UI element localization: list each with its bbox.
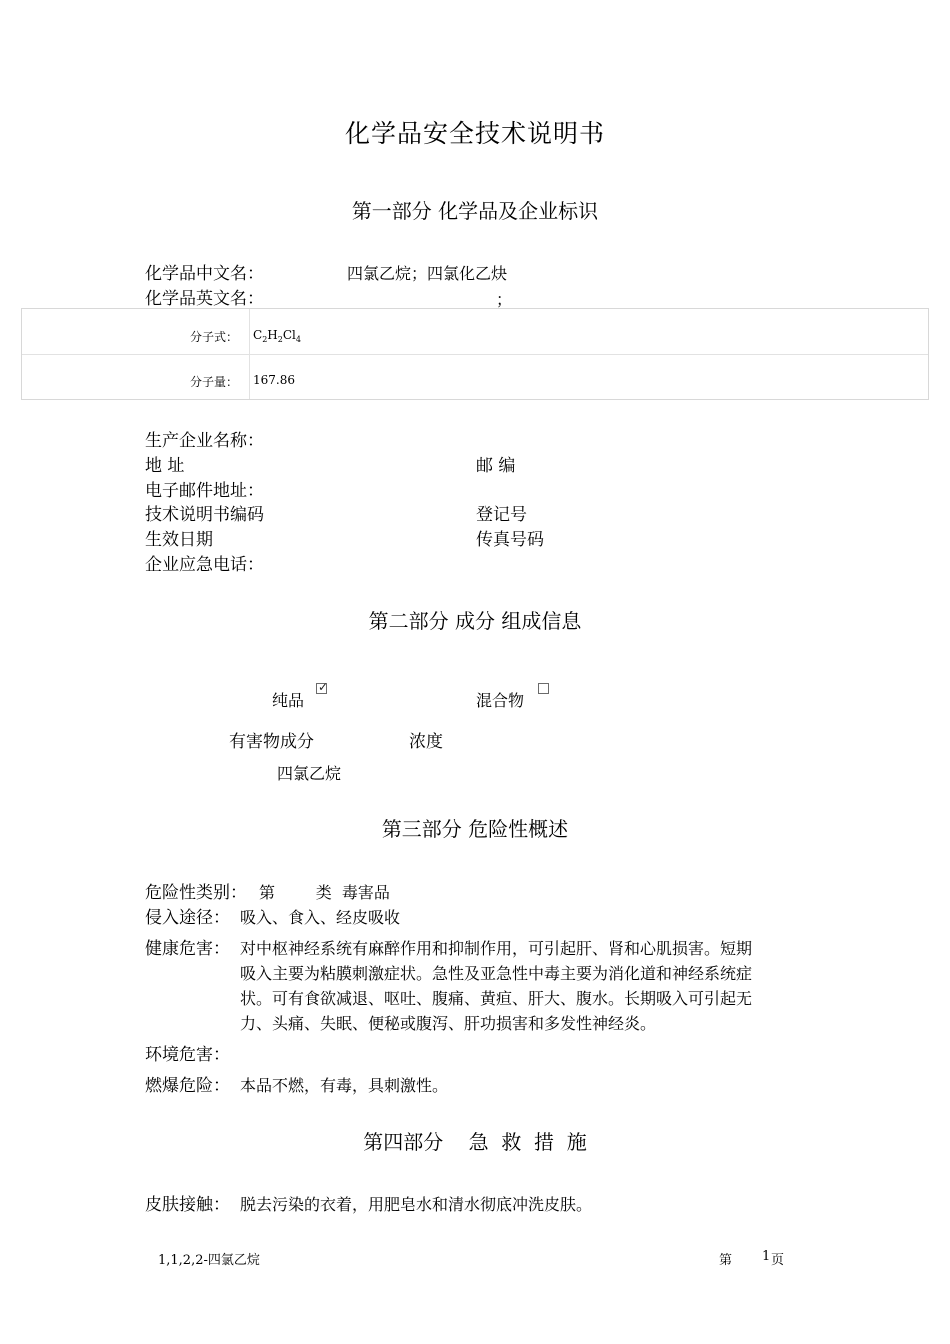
health-line-1: 对中枢神经系统有麻醉作用和抑制作用，可引起肝、肾和心肌损害。短期 <box>240 939 753 958</box>
footer-page-suffix: 页 <box>771 1253 785 1268</box>
footer-doc-name: 1,1,2,2-四氯乙烷 <box>158 1253 260 1268</box>
health-line-2: 吸入主要为粘膜刺激症状。急性及亚急性中毒主要为消化道和神经系统症 <box>240 964 753 983</box>
route-value: 吸入、食入、经皮吸收 <box>240 908 401 927</box>
pure-checkbox[interactable] <box>316 680 329 694</box>
pure-label: 纯品 <box>272 691 305 710</box>
component-1: 四氯乙烷 <box>277 764 342 783</box>
footer-page-prefix: 第 <box>719 1253 733 1268</box>
health-line-4: 力、头痛、失眠、便秘或腹泻、肝功损害和多发性神经炎。 <box>240 1014 657 1033</box>
part4-heading: 第四部分 急 救 措 施 <box>363 1130 587 1154</box>
part3-heading: 第三部分 危险性概述 <box>381 817 569 841</box>
sds-code-label: 技术说明书编码 <box>145 505 264 525</box>
mixture-label: 混合物 <box>476 691 525 710</box>
cn-name-value: 四氯乙烷；四氯化乙炔 <box>347 264 508 283</box>
table-row-mw <box>22 355 928 400</box>
postcode-label: 邮 编 <box>476 456 516 476</box>
fire-value: 本品不燃，有毒，具刺激性。 <box>240 1076 449 1095</box>
emergency-phone-label: 企业应急电话： <box>145 555 264 575</box>
effective-date-label: 生效日期 <box>145 530 213 550</box>
hazard-class-label: 危险性类别： <box>145 883 247 903</box>
part1-heading: 第一部分 化学品及企业标识 <box>351 199 599 223</box>
molecular-info-table <box>21 308 929 400</box>
reg-no-label: 登记号 <box>476 505 527 525</box>
en-name-label: 化学品英文名： <box>145 289 264 309</box>
skin-value: 脱去污染的衣着，用肥皂水和清水彻底冲洗皮肤。 <box>240 1195 593 1214</box>
check-mark-icon: ✓ <box>318 680 329 694</box>
fax-label: 传真号码 <box>476 530 544 550</box>
skin-label: 皮肤接触： <box>145 1195 230 1215</box>
document-title: 化学品安全技术说明书 <box>344 119 605 148</box>
fire-label: 燃爆危险： <box>145 1076 230 1096</box>
email-label: 电子邮件地址： <box>145 481 264 501</box>
table-row-formula <box>22 309 928 355</box>
address-label: 地 址 <box>145 456 185 476</box>
mw-value: 167.86 <box>253 373 295 387</box>
company-label: 生产企业名称： <box>145 431 264 451</box>
en-name-value: ； <box>496 290 513 309</box>
concentration-column-header: 浓度 <box>409 732 443 752</box>
formula-label: 分子式： <box>190 330 239 344</box>
env-label: 环境危害： <box>145 1045 230 1065</box>
route-label: 侵入途径： <box>145 908 230 928</box>
mixture-checkbox[interactable] <box>538 683 549 694</box>
component-column-header: 有害物成分 <box>229 732 314 752</box>
health-line-3: 状。可有食欲减退、呕吐、腹痛、黄疸、肝大、腹水。长期吸入可引起无 <box>240 989 753 1008</box>
part2-heading: 第二部分 成分 组成信息 <box>368 609 582 633</box>
formula-value: $C_2H_2Cl_4$ <box>253 328 301 344</box>
health-label: 健康危害： <box>145 939 230 959</box>
mw-label: 分子量： <box>190 375 239 389</box>
hazard-class-value: 第 类 毒害品 <box>259 883 390 902</box>
cn-name-label: 化学品中文名： <box>145 264 264 284</box>
footer-page-number: 1 <box>762 1249 771 1264</box>
